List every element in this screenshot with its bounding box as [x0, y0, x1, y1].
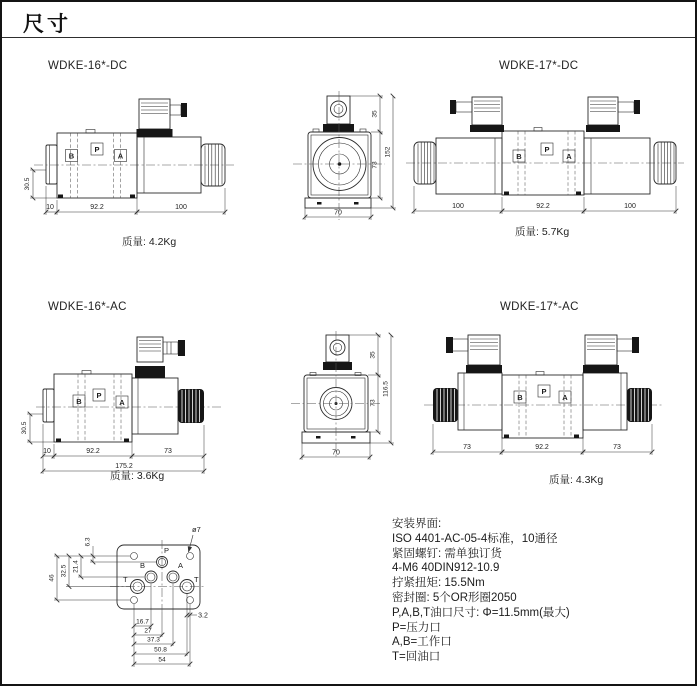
- valve-front-ac: [291, 331, 381, 457]
- dim-37-3: 37.3: [147, 636, 160, 644]
- port-label-b: B: [68, 151, 75, 161]
- drawing-dc16-side: [18, 86, 268, 236]
- dim-right: 73: [613, 444, 621, 451]
- port-label-p: P: [96, 391, 102, 400]
- model-label-ac16: WDKE-16*-AC: [48, 301, 127, 313]
- dim-body: 73: [371, 161, 379, 169]
- dimensions-front-dc: [305, 96, 396, 220]
- dimensions-dc17: [414, 186, 676, 214]
- connector-top: [326, 335, 349, 362]
- dim-right: 100: [624, 203, 636, 210]
- solenoid-left: [458, 373, 502, 430]
- model-label-ac17: WDKE-17*-AC: [500, 301, 579, 313]
- mounting-hole: [187, 597, 194, 604]
- dim-connector: 35: [369, 351, 377, 359]
- dim-6-3: 6.3: [84, 537, 92, 547]
- connector: [135, 337, 185, 378]
- mounting-hole: [131, 597, 138, 604]
- solenoid-right: [584, 138, 650, 194]
- drawing-front-ac: [283, 331, 413, 466]
- spec-line: 紧固螺钉: 需单独订货: [392, 547, 502, 560]
- connector-right: [583, 335, 639, 373]
- vent-screw: [86, 130, 95, 134]
- spec-line: 拧紧扭矩: 15.5Nm: [392, 577, 485, 590]
- drawing-ac16-side: [16, 325, 276, 480]
- dim-body: 92.2: [535, 444, 549, 451]
- dimensions-ac16: [21, 414, 204, 474]
- dim-3-2: 3.2: [198, 612, 208, 620]
- spec-line: P=压力口: [392, 621, 441, 634]
- dimensions-ac17: [433, 424, 652, 455]
- dim-width: 70: [334, 209, 342, 217]
- dim-16-7: 16.7: [136, 618, 149, 626]
- port-label-b: B: [516, 152, 522, 161]
- mounting-plate: [110, 525, 206, 612]
- dim-body: 92.2: [86, 448, 100, 455]
- mounting-hole: [187, 553, 194, 560]
- spec-line: T=回油口: [392, 651, 441, 664]
- weight-dc16: 质量: 4.2Kg: [122, 236, 177, 248]
- ribbed-nut-left: [433, 388, 458, 422]
- spec-line: 安装界面:: [392, 518, 442, 530]
- solenoid-right: [583, 373, 627, 430]
- port-label-a: A: [119, 398, 125, 407]
- port-label-a: A: [117, 151, 124, 161]
- connector-left: [446, 335, 502, 373]
- drawing-front-dc: [283, 89, 413, 224]
- spec-line: 4-M6 40DIN912-10.9: [392, 562, 500, 575]
- dim-left: 100: [452, 203, 464, 210]
- dimensions-front-ac: [302, 335, 394, 460]
- dim-total: 175.2: [115, 463, 133, 470]
- connector-left: [450, 97, 504, 132]
- port-markers: [513, 143, 575, 162]
- connector-right: [586, 97, 640, 132]
- connector: [137, 99, 188, 137]
- model-label-dc16: WDKE-16*-DC: [48, 60, 128, 72]
- dim-solenoid: 100: [175, 204, 187, 211]
- dim-connector: 35: [371, 110, 379, 118]
- port-label-b: B: [76, 397, 82, 406]
- base-plate: [305, 198, 371, 208]
- port-label-p: P: [541, 387, 547, 396]
- drawing-dc17-side: [400, 88, 690, 228]
- dim-width: 70: [332, 449, 340, 457]
- valve-dc17: [406, 97, 684, 195]
- port-label-b: B: [517, 393, 523, 402]
- solenoid: [132, 378, 178, 434]
- dim-50-8: 50.8: [154, 646, 167, 654]
- dimensions-mount: [49, 537, 208, 667]
- valve-front-dc: [293, 91, 385, 220]
- weight-dc17: 质量: 5.7Kg: [515, 226, 570, 238]
- dim-body: 92.2: [536, 203, 550, 210]
- valve-dc16: [34, 99, 234, 198]
- spec-line: 密封圈: 5个OR形圈2050: [392, 591, 517, 604]
- dim-height: 30.5: [21, 421, 28, 435]
- valve-ac16: [36, 337, 222, 442]
- mounting-hole: [131, 553, 138, 560]
- connector-pin: [170, 105, 181, 115]
- spec-line: ISO 4401-AC-05-4标准，10通径: [392, 532, 558, 545]
- port-label-a: A: [178, 561, 184, 570]
- port-label-p: P: [544, 145, 550, 154]
- mounting-specs: [392, 517, 570, 665]
- port-label-b: B: [140, 561, 146, 570]
- connector-pin: [163, 342, 178, 354]
- dim-cap: 10: [43, 448, 51, 455]
- model-label-dc17: WDKE-17*-DC: [499, 60, 579, 72]
- spec-line: P,A,B,T油口尺寸: Φ=11.5mm(最大): [392, 606, 570, 619]
- port-label-a: A: [562, 393, 568, 402]
- drawing-mounting-pattern: [30, 520, 235, 685]
- port-markers: [514, 385, 571, 403]
- port-label-p: P: [164, 546, 170, 555]
- dim-total: 116.5: [382, 381, 390, 397]
- page-title: 尺寸: [23, 13, 71, 36]
- dim-total: 152: [384, 146, 392, 158]
- dim-32-5: 32.5: [60, 564, 68, 578]
- ribbed-nut: [178, 389, 204, 423]
- dim-54: 54: [158, 656, 166, 664]
- port-label-t-right: T: [194, 575, 199, 584]
- dim-solenoid: 73: [164, 448, 172, 455]
- dim-body: 73: [369, 399, 377, 407]
- port-label-t-left: T: [123, 575, 128, 584]
- dim-27: 27: [144, 627, 152, 635]
- title-divider: [2, 37, 697, 38]
- dim-cap: 10: [46, 204, 54, 211]
- dim-left: 73: [463, 444, 471, 451]
- weight-ac16: 质量: 3.6Kg: [110, 470, 165, 482]
- port-label-p: P: [94, 145, 100, 154]
- dim-body: 92.2: [90, 204, 104, 211]
- valve-ac17: [424, 335, 662, 438]
- weight-ac17: 质量: 4.3Kg: [549, 474, 604, 486]
- hole-diameter-label: ø7: [192, 525, 201, 534]
- port-label-a: A: [566, 152, 572, 161]
- port-markers: [66, 143, 127, 162]
- solenoid-left: [436, 138, 502, 194]
- dim-46: 46: [48, 574, 56, 582]
- drawing-ac17-side: [400, 325, 690, 480]
- dim-height: 30.5: [24, 177, 31, 191]
- port-markers: [73, 389, 128, 408]
- spec-line: A,B=工作口: [392, 636, 452, 649]
- ribbed-nut-right: [627, 388, 652, 422]
- dimensions-dc16: [24, 170, 225, 215]
- dim-21-4: 21.4: [72, 560, 80, 573]
